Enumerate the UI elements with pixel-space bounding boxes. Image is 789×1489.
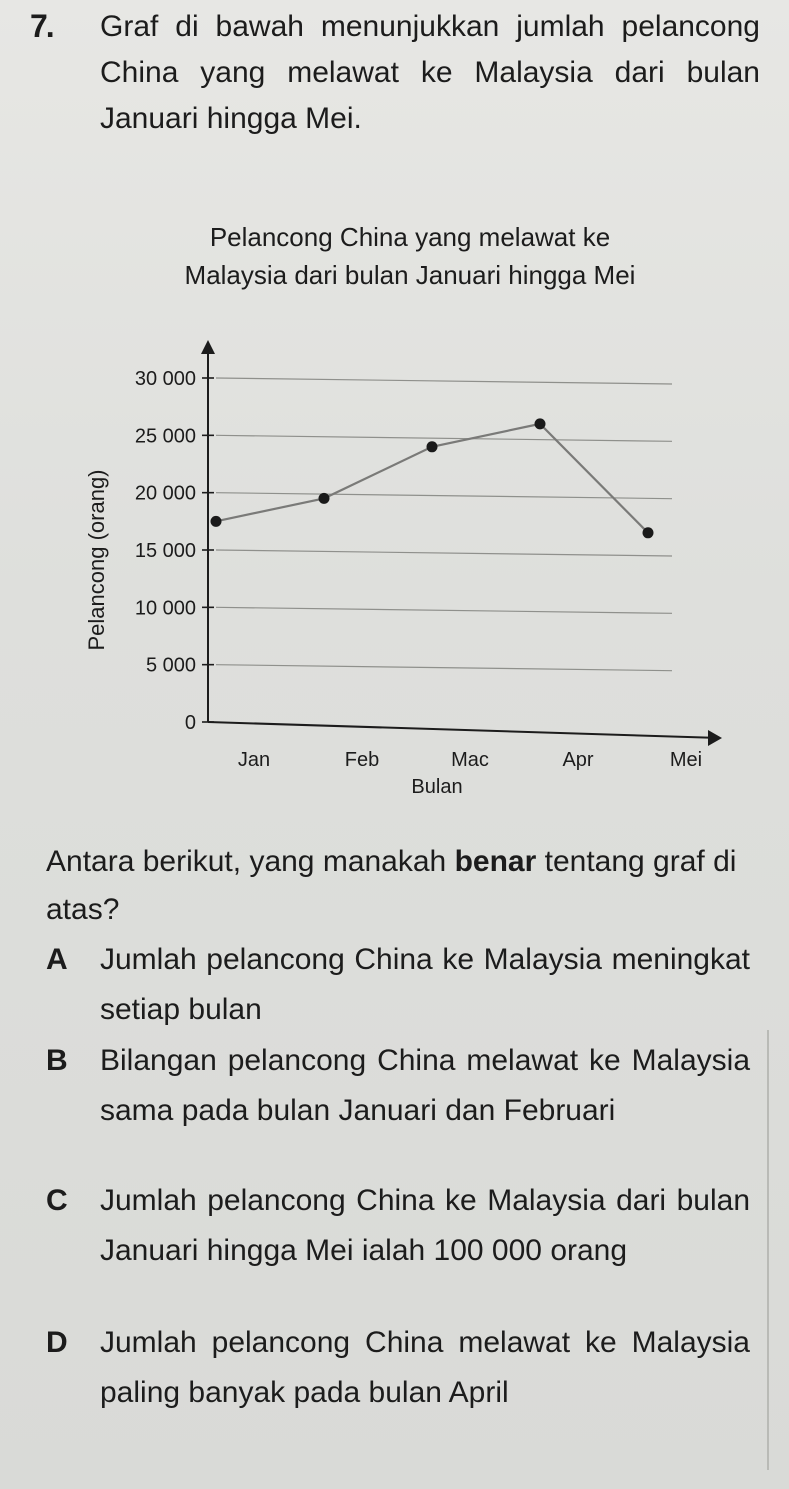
- y-tick-label: 0: [184, 712, 196, 734]
- y-tick-label: 30 000: [134, 368, 196, 390]
- x-axis-label: Bulan: [411, 776, 463, 798]
- prompt-text-after: tentang graf di atas?: [46, 845, 737, 926]
- option-text: Jumlah pelancong China ke Malaysia meningkat setiap bulan: [100, 943, 750, 1026]
- data-point-mei: [643, 527, 654, 538]
- gridline: [216, 493, 672, 499]
- y-tick-label: 5 000: [145, 654, 196, 677]
- y-tick-label: 10 000: [134, 597, 196, 620]
- page-edge-line: [767, 1030, 769, 1470]
- prompt-emphasis: benar: [454, 845, 537, 878]
- option-letter: A: [46, 943, 68, 976]
- y-tick-label: 25 000: [134, 425, 196, 448]
- x-tick-labels: [238, 749, 702, 771]
- x-tick-label: Jan: [237, 749, 271, 771]
- x-tick-label: Apr: [562, 749, 594, 771]
- chart-title-line-1: Pelancong China yang melawat ke: [209, 222, 611, 252]
- chart-axes: [201, 340, 722, 746]
- x-tick-label: Mac: [451, 749, 489, 771]
- y-tick-label: 20 000: [134, 482, 196, 505]
- x-tick-label: Mei: [669, 749, 703, 771]
- option-text: Jumlah pelancong China ke Malaysia dari bulan Januari hingga Mei ialah 100 000 orang: [100, 1184, 750, 1267]
- data-point-jan: [211, 516, 222, 527]
- data-point-mac: [427, 441, 438, 452]
- y-axis-arrowhead: [201, 340, 215, 354]
- chart-title: [110, 218, 710, 294]
- gridline: [216, 378, 672, 384]
- gridline: [216, 665, 672, 671]
- data-point-apr: [535, 418, 546, 429]
- chart-gridlines: [216, 378, 672, 671]
- gridline: [216, 435, 672, 441]
- x-axis-arrowhead: [708, 730, 722, 746]
- option-letter: C: [46, 1184, 68, 1217]
- option-letter: B: [46, 1044, 68, 1077]
- option-letter: D: [46, 1326, 68, 1359]
- x-tick-label: Feb: [344, 749, 380, 771]
- gridline: [216, 550, 672, 556]
- option-text: Bilangan pelancong China melawat ke Malaysia sama pada bulan Januari dan Februari: [100, 1044, 750, 1127]
- x-axis-line: [208, 722, 720, 738]
- y-axis-label: Pelancong (orang): [84, 469, 109, 651]
- question-number: 7.: [30, 8, 53, 44]
- question-prompt: [46, 838, 756, 934]
- chart-title-line-2: Malaysia dari bulan Januari hingga Mei: [184, 260, 636, 290]
- question-intro: Graf di bawah menunjukkan jumlah pelancong China yang melawat ke Malaysia dari bulan Januari hingga Mei.: [100, 10, 760, 135]
- data-point-feb: [319, 493, 330, 504]
- y-tick-labels: [135, 368, 196, 734]
- gridline: [216, 607, 672, 613]
- y-tick-label: 15 000: [134, 540, 196, 562]
- prompt-text: Antara berikut, yang manakah: [46, 845, 455, 878]
- line-chart: [0, 320, 789, 810]
- option-text: Jumlah pelancong China melawat ke Malaysia paling banyak pada bulan April: [100, 1326, 750, 1409]
